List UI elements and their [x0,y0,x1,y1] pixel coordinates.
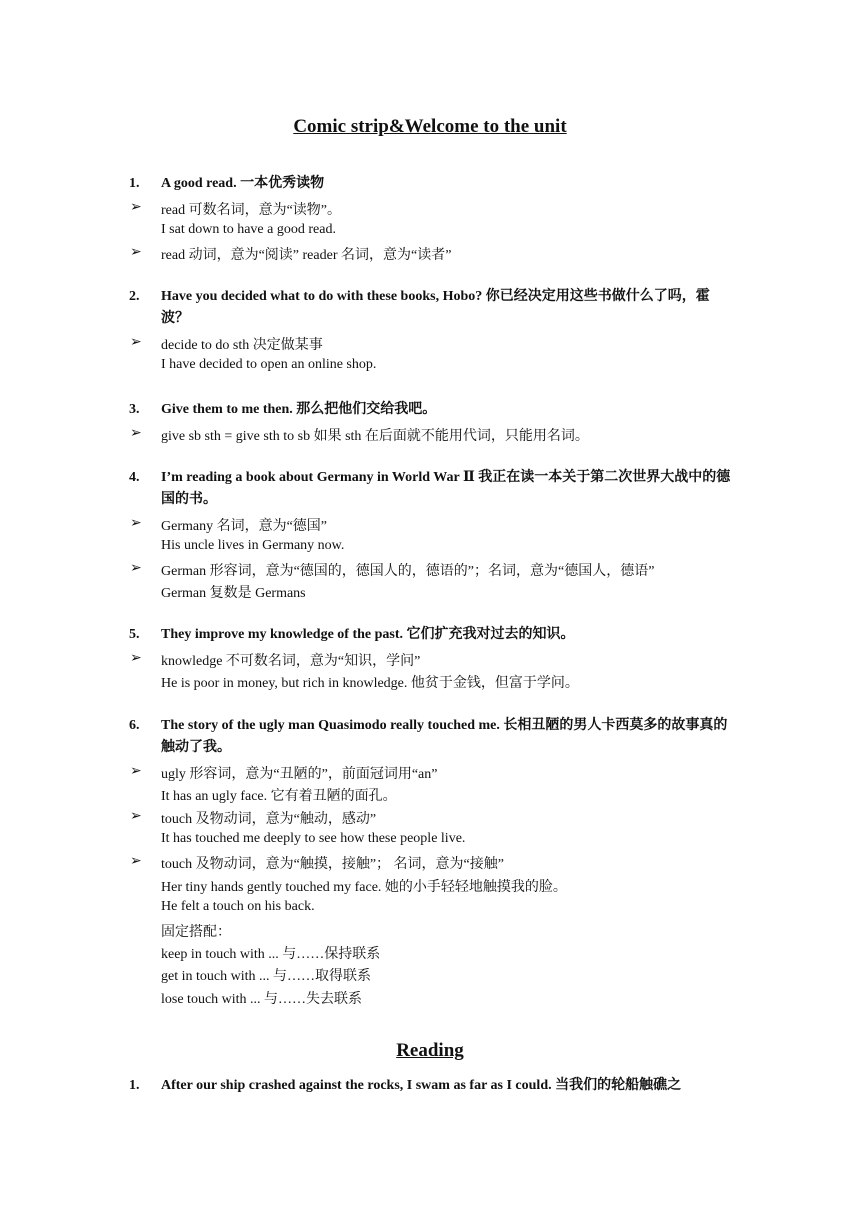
example-text: He is poor in money, but rich in knowledge. 他贫于金钱，但富于学问。 [161,676,579,691]
point-text: touch 及物动词，意为“触摸，接触”； 名词，意为“接触” [161,857,504,872]
point-text: touch 及物动词，意为“触动，感动” [161,812,377,827]
point-text: Germany 名词，意为“德国” [161,519,328,534]
section-title-comic-strip: Comic strip&Welcome to the unit [293,116,567,137]
bullet-arrow-icon: ➢ [130,561,142,576]
bullet-arrow-icon: ➢ [130,245,142,260]
item-question: After our ship crashed against the rocks, I swam as far as I could. 当我们的轮船触礁之 [161,1078,682,1093]
collocation-text: get in touch with ... 与……取得联系 [161,969,371,984]
example-text: His uncle lives in Germany now. [161,538,345,553]
example-text: Her tiny hands gently touched my face. 她的小手轻轻地触摸我的脸。 [161,880,567,895]
example-text: German 复数是 Germans [161,586,306,601]
point-text: ugly 形容词，意为“丑陋的”，前面冠词用“an” [161,767,438,782]
example-text: It has an ugly face. 它有着丑陋的面孔。 [161,789,397,804]
point-text: read 可数名词，意为“读物”。 [161,203,342,218]
item-number: 6. [129,718,140,733]
item-question: A good read. 一本优秀读物 [161,176,325,191]
section-title-reading: Reading [396,1040,464,1061]
example-text: He felt a touch on his back. [161,899,315,914]
bullet-arrow-icon: ➢ [130,651,142,666]
collocation-text: keep in touch with ... 与……保持联系 [161,947,381,962]
item-question: They improve my knowledge of the past. 它们扩充我对过去的知识。 [161,627,575,642]
bullet-arrow-icon: ➢ [130,516,142,531]
example-text: It has touched me deeply to see how these people live. [161,831,466,846]
bullet-arrow-icon: ➢ [130,854,142,869]
point-text: knowledge 不可数名词，意为“知识，学问” [161,654,421,669]
example-text: I have decided to open an online shop. [161,357,377,372]
item-number: 3. [129,402,140,417]
collocation-text: lose touch with ... 与……失去联系 [161,992,363,1007]
bullet-arrow-icon: ➢ [130,809,142,824]
point-text: German 形容词，意为“德国的，德国人的，德语的”；名词，意为“德国人，德语” [161,564,655,579]
bullet-arrow-icon: ➢ [130,426,142,441]
item-question: Have you decided what to do with these books, Hobo? 你已经决定用这些书做什么了吗，霍波？ [161,289,710,326]
bullet-arrow-icon: ➢ [130,335,142,350]
example-text: I sat down to have a good read. [161,222,336,237]
item-question: I’m reading a book about Germany in World War Ⅱ 我正在读一本关于第二次世界大战中的德国的书。 [161,470,731,507]
item-question: Give them to me then. 那么把他们交给我吧。 [161,402,437,417]
item-question: The story of the ugly man Quasimodo really touched me. 长相丑陋的男人卡西莫多的故事真的触动了我。 [161,718,728,755]
point-text: decide to do sth 决定做某事 [161,338,323,353]
item-number: 4. [129,470,140,485]
collocation-heading: 固定搭配： [161,925,231,940]
item-number: 1. [129,176,140,191]
bullet-arrow-icon: ➢ [130,764,142,779]
point-text: read 动词，意为“阅读” reader 名词，意为“读者” [161,248,452,263]
item-number: 2. [129,289,140,304]
bullet-arrow-icon: ➢ [130,200,142,215]
point-text: give sb sth = give sth to sb 如果 sth 在后面就不能用代词，只能用名词。 [161,429,589,444]
item-number: 1. [129,1078,140,1093]
item-number: 5. [129,627,140,642]
